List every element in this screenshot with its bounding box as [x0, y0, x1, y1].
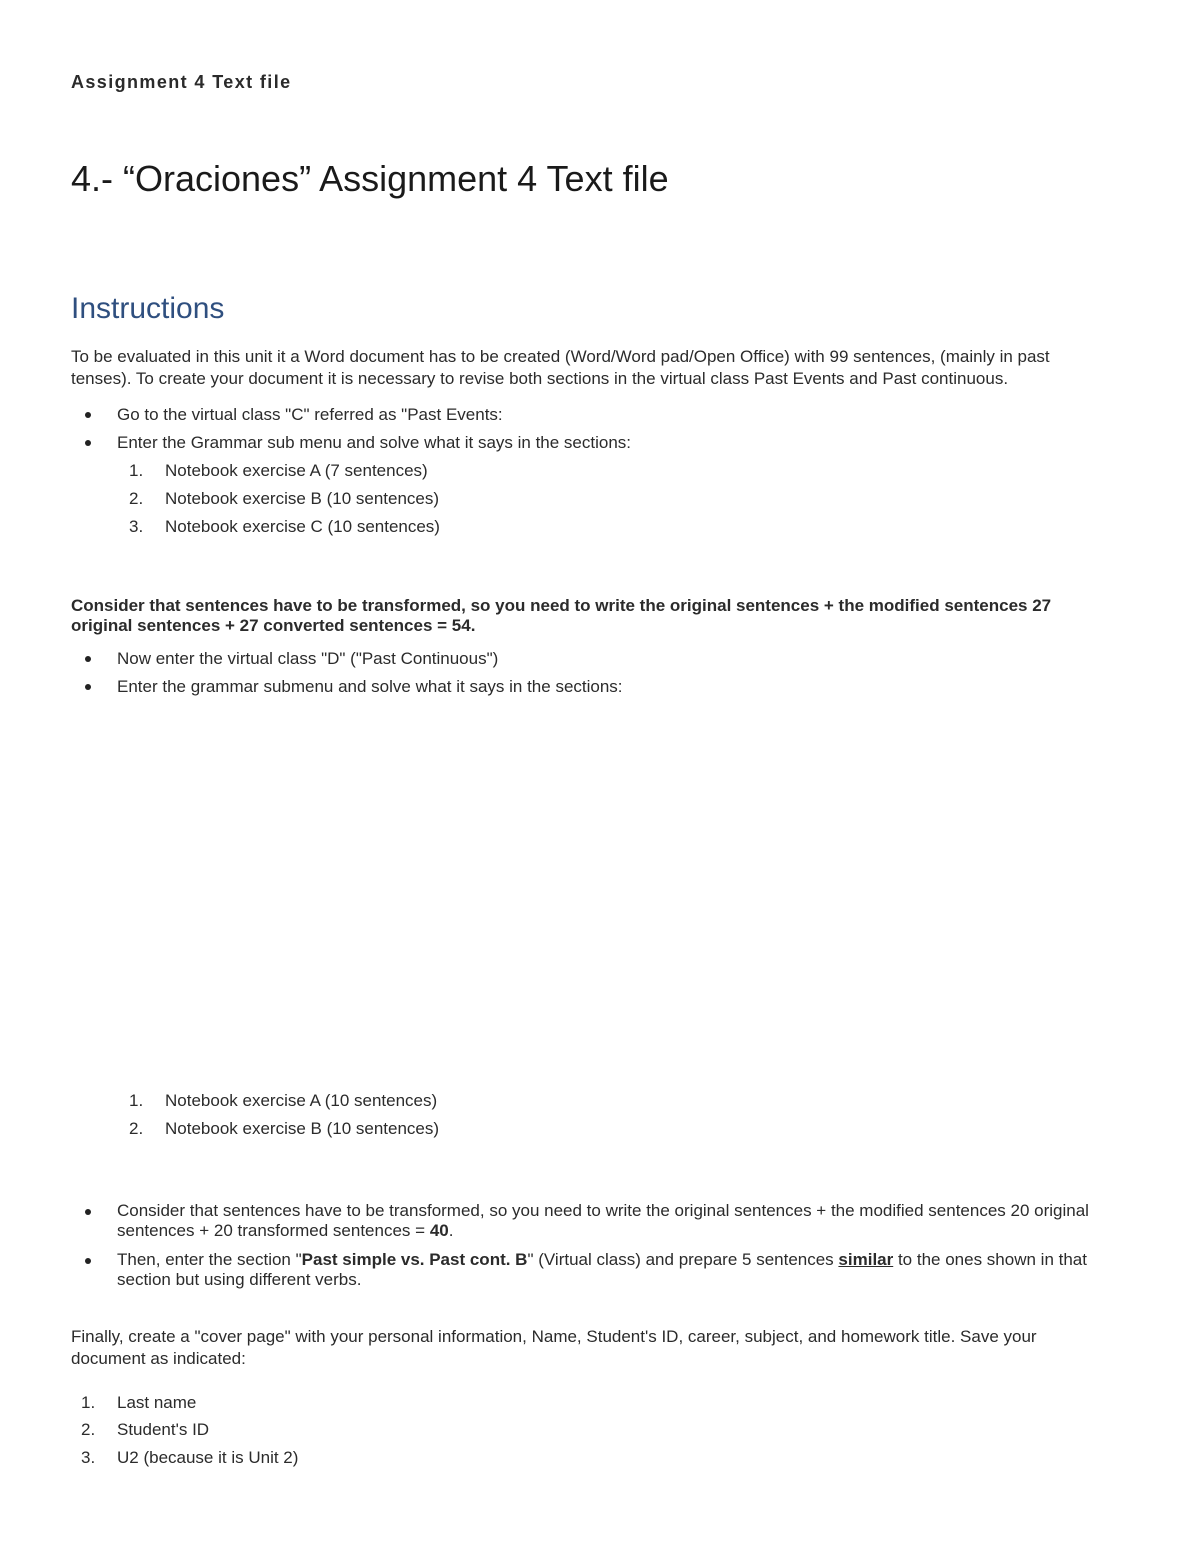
item-number: 3.	[81, 1448, 96, 1467]
list-item	[71, 1201, 1131, 1245]
list-item-text-part: " (Virtual class) and prepare 5 sentences	[527, 1250, 839, 1269]
item-text: Notebook exercise C (10 sentences)	[165, 517, 440, 536]
emphasis-similar: similar	[838, 1250, 894, 1269]
finally-paragraph: Finally, create a "cover page" with your personal information, Name, Student's ID, career, subject, and homework title. Save your document as indicated:	[71, 1327, 1037, 1368]
instructions-heading: Instructions	[71, 292, 225, 325]
item-number: 1.	[81, 1393, 96, 1412]
item-text: Notebook exercise A (10 sentences)	[165, 1091, 438, 1110]
list-item-text: Enter the Grammar sub menu and solve what it says in the sections:	[117, 433, 632, 452]
bullet-icon	[85, 656, 91, 662]
list-item	[71, 1250, 1131, 1294]
item-number: 2.	[129, 1119, 144, 1138]
list-item-text-part: to the ones shown in that section but using different verbs.	[117, 1250, 1087, 1289]
list-item-text	[117, 1250, 1117, 1290]
item-text: Notebook exercise A (7 sentences)	[165, 461, 428, 480]
list-item-text: Now enter the virtual class "D" ("Past Continuous")	[117, 649, 499, 668]
item-text: U2 (because it is Unit 2)	[117, 1448, 299, 1467]
list-item-text-part: Then, enter the section "	[117, 1250, 302, 1269]
item-text: Student's ID	[117, 1420, 210, 1439]
intro-paragraph: To be evaluated in this unit it a Word document has to be created (Word/Word pad/Open Office) with 99 sentences, (mainly in past tenses). To create your document it is necessary to revise both sections in the virtual class Past Events and Past continuous.	[71, 347, 1050, 388]
item-text: Notebook exercise B (10 sentences)	[165, 489, 440, 508]
page-header: Assignment 4 Text file	[71, 72, 292, 92]
item-text: Last name	[117, 1393, 197, 1412]
total-count: 40	[429, 1221, 449, 1240]
section-name: Past simple vs. Past cont. B	[301, 1250, 528, 1269]
list-item-text: Enter the grammar submenu and solve what it says in the sections:	[117, 677, 623, 696]
bullet-icon	[85, 412, 91, 418]
list-item-text	[117, 1201, 1117, 1241]
item-text: Notebook exercise B (10 sentences)	[165, 1119, 440, 1138]
list-item-text-part: Consider that sentences have to be transformed, so you need to write the original sentences + the modified sentences 20 original sentences + 20 transformed sentences =	[117, 1201, 1089, 1240]
item-number: 1.	[129, 1091, 144, 1110]
consider-bold-paragraph: Consider that sentences have to be transformed, so you need to write the original sentences + the modified sentences 27 original sentences + 27 converted sentences = 54.	[71, 596, 1052, 635]
item-number: 1.	[129, 461, 144, 480]
item-number: 2.	[81, 1420, 96, 1439]
bullet-icon	[85, 1258, 91, 1264]
document-title: 4.- “Oraciones” Assignment 4 Text file	[71, 158, 669, 199]
list-item-text: Go to the virtual class "C" referred as "Past Events:	[117, 405, 503, 424]
item-number: 2.	[129, 489, 144, 508]
list-item-text-end: .	[448, 1221, 454, 1240]
bullet-icon	[85, 1209, 91, 1215]
bullet-icon	[85, 684, 91, 690]
bullet-icon	[85, 440, 91, 446]
item-number: 3.	[129, 517, 144, 536]
